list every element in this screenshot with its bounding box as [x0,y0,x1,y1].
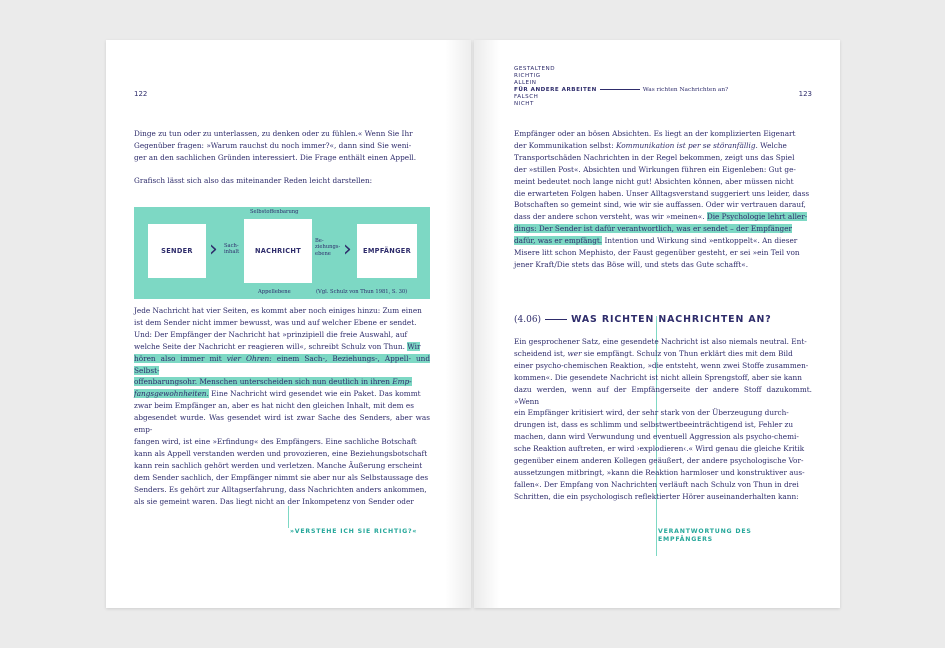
running-head-item: ALLEIN [514,80,537,86]
chapter-title: Was richten Nachrichten an? [642,87,729,93]
text-line [514,140,812,152]
italic-text: wer [567,348,582,358]
margin-note-connector [288,506,289,528]
section-number: (4.06) [514,315,542,325]
text-span: Welche [760,140,787,150]
text-line: Ein gesprochener Satz, eine gesendete Nachricht ist also niemals neutral. Ent- [514,337,807,346]
label-beziehungsebene: Be- ziehungs- ebene [315,238,341,257]
text-line: Senders. Es gehört zur Alltagserfahrung, dass Nachrichten anders ankommen, [134,484,427,494]
communication-model-diagram [134,207,430,299]
text-line: kann rein sachlich gehört werden und verletzen. Manche Äußerung erscheint [134,460,423,470]
text-line: Gegenüber fragen: »Warum rauchst du noch immer?«, dann sind Sie weni- [134,140,412,150]
margin-note-left: »VERSTEHE ICH SIE RICHTIG?« [290,528,418,535]
text-line [134,353,430,377]
gutter-shadow-left [445,40,471,608]
text-line: zwar beim Empfänger an, aber es hat nicht den gleichen Inhalt, mit dem es [134,401,414,411]
text-line: Misere litt schon Mephisto, der Faust gegenüber gesteht, er sei »ein Teil von [514,248,800,258]
text-line: Jede Nachricht hat vier Seiten, es kommt aber noch einiges hinzu: Zum einen [134,306,422,315]
text-line: Botschaften so gemeint sind, wie wir sie auffassen. Oder wir vertrauen darauf, [514,200,806,210]
text-line: gegenüber einem anderen Kollegen geäußert, der andere psychologische Vor- [514,456,804,466]
text-span: einem Sach-, Beziehungs-, Appell- und Selbst- [134,353,431,375]
text-span: der Kommunikation selbst: [514,140,614,150]
margin-note-right [658,528,752,543]
text-span: Intention und Wirkung sind »entkoppelt«. An dieser [604,236,798,246]
box-empfaenger: EMPFÄNGER [357,224,417,278]
text-line: drungen ist, dass es schlimm und selbstwertbeeinträchtigend ist, Fehler zu [514,420,794,430]
text-line: Und: Der Empfänger der Nachricht hat »prinzipiell die freie Auswahl, auf [134,329,408,339]
section-heading [514,314,814,325]
text-line [514,223,812,235]
italic-text: Kommunikation ist per se störanfällig. [616,140,758,150]
text-span: hören also immer mit [134,353,222,363]
label-selbstoffenbarung: Selbstoffenbarung [250,209,299,215]
highlighted-text: dings: Der Sender ist dafür verantwortlich, was er sendet – der Empfänger [514,224,793,234]
chevron-right-icon: › [343,237,352,262]
page-number-right: 123 [798,90,812,98]
text-line: kommen«. Die gesendete Nachricht ist nicht allein Sprengstoff, aber sie kann [514,372,802,382]
left-book-page [106,40,471,608]
text-line: abgesendet wurde. Was gesendet wird ist zwar Sache des Senders, aber was emp- [134,413,430,435]
highlighted-text: fangsgewohnheiten. [134,389,209,399]
text-line [134,341,430,353]
running-head-item: RICHTIG [514,73,541,79]
text-line: sche Reaktion auftreten, er wird ›explodieren‹.« Wird genau die gleiche Kritik [514,444,805,454]
text-line: aussetzungen mitbringt, »kann die Reaktion harmloser und konstruktiver aus- [514,467,805,477]
text-line: dem Sender sachlich, der Empfänger nimmt sie aber nur als Selbstaussage des [134,472,429,482]
left-paragraph-2: Grafisch lässt sich also das miteinander Reden leicht darstellen: [134,175,373,185]
text-line: Transportschäden Nachrichten in der Regel bekommen, zeigt uns das Spiel [514,152,795,162]
text-line [514,211,812,223]
text-line [134,388,430,400]
text-line: dazu werden, wenn auf der Empfängerseite der andere Stoff dazukommt. »Wenn [514,384,812,406]
text-span: dass der andere schon versteht, was wir »meinen«. [514,212,705,222]
text-line: die erwarteten Folgen haben. Unser Alltagsverstand suggeriert uns leider, dass [514,188,810,198]
text-line: Empfänger oder an bösen Absichten. Es liegt an der komplizierten Eigenart [514,129,796,138]
text-line: fangen wird, ist eine »Erfindung« des Empfängers. Eine sachliche Botschaft [134,436,417,446]
text-line [514,235,812,247]
italic-text: vier Ohren: [226,353,272,363]
right-paragraph-1 [514,128,812,271]
chevron-right-icon: › [209,237,218,262]
label-appellebene: Appellebene [258,289,291,295]
text-line: als sie gemeint waren. Das liegt nicht an der Inkompetenz von Sender oder [134,496,414,506]
running-head-active-row [514,87,728,94]
text-line: ein Empfänger kritisiert wird, der sehr stark von der Überzeugung durch- [514,408,789,418]
running-head-rule [600,89,640,90]
highlighted-text: dafür, was er empfängt. [514,236,603,246]
text-span: sie empfängt. Schulz von Thun erklärt dies mit dem Bild [583,348,793,358]
text-line [134,376,430,388]
text-span: offenbarungsohr. Menschen unterscheiden sich nun deutlich in ihren [134,377,390,387]
right-book-page [474,40,840,608]
text-line: fallen«. Der Empfang von Nachrichten verläuft nach Schulz von Thun in drei [514,479,799,489]
running-head-navigation [514,66,728,108]
text-line: Dinge zu tun oder zu unterlassen, zu denken oder zu fühlen.« Wenn Sie Ihr [134,129,413,138]
margin-note-line: EMPFÄNGERS [658,535,713,543]
section-title: WAS RICHTEN NACHRICHTEN AN? [571,314,772,325]
highlighted-text [134,377,412,386]
margin-note-line: VERANTWORTUNG DES [658,528,752,535]
heading-rule [545,319,567,320]
text-line: jener Kraft/Die stets das Böse will, und stets das Gute schafft«. [514,259,749,269]
running-head-item: GESTALTEND [514,66,556,72]
text-line: Schritten, die ein psychologisch reflektierter Hörer auseinanderhalten kann: [514,491,799,501]
highlighted-text [134,354,430,375]
label-sachinhalt: Sach- inhalt [224,243,240,256]
text-span: welche Seite der Nachricht er reagieren will«, schreibt Schulz von Thun. [134,341,405,351]
text-line: meint bedeutet noch lange nicht gut! Absichten können, aber müssen nicht [514,176,794,186]
highlighted-text: Wir [407,341,421,351]
text-span: Eine Nachricht wird gesendet wie ein Paket. Das kommt [211,389,421,399]
text-line: kann als Appell verstanden werden und provozieren, eine Beziehungsbotschaft [134,448,428,458]
box-sender: SENDER [148,224,206,278]
running-head-active-item: FÜR ANDERE ARBEITEN [514,87,597,93]
box-nachricht: NACHRICHT [244,219,312,283]
gutter-shadow-right [474,40,500,608]
italic-text: Emp- [392,377,412,387]
text-line: der »stillen Post«. Absichten und Wirkungen führen ein Eigenleben: Gut ge- [514,164,796,174]
running-head-item: NICHT [514,101,534,107]
text-line: ist dem Sender nicht immer bewusst, was und auf welcher Ebene er sendet. [134,317,417,327]
text-line [514,348,812,360]
left-paragraph-1 [134,128,430,187]
text-line: machen, dann wird Verwundung und eventuell Aggression als psycho-chemi- [514,432,799,442]
left-paragraph-3 [134,305,430,507]
diagram-citation: (Vgl. Schulz von Thun 1981, S. 30) [316,289,408,295]
text-span: scheidend ist, [514,348,566,358]
text-line: einer psycho-chemischen Reaktion, »die entsteht, wenn zwei Stoffe zusammen- [514,360,809,370]
right-paragraph-2 [514,336,812,503]
text-line: ger an den sachlichen Gründen interessiert. Die Frage enthält einen Appell. [134,152,417,162]
page-number-left: 122 [134,90,148,98]
running-head-item: FALSCH [514,94,539,100]
highlighted-text: Die Psychologie lehrt aller- [706,212,808,222]
